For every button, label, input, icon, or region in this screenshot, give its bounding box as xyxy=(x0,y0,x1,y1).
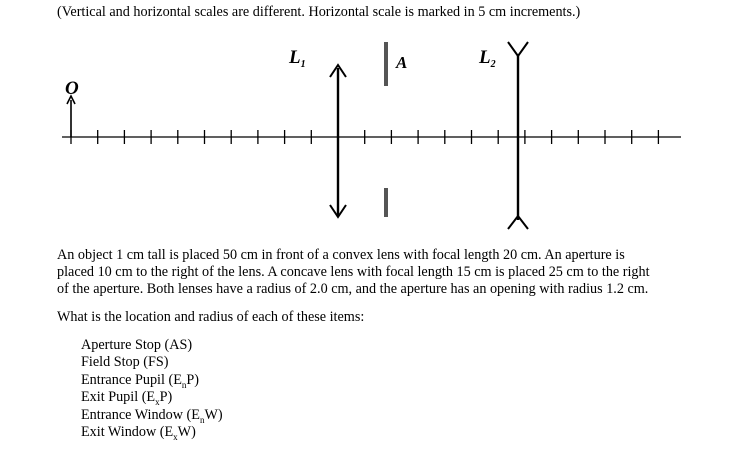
aperture-label: A xyxy=(396,53,408,72)
list-item-entrance-pupil: Entrance Pupil $(E_nP)$ xyxy=(81,372,199,390)
list-item-field-stop: Field Stop (FS) xyxy=(81,354,169,370)
list-item-exit-pupil: Exit Pupil $(E_xP)$ xyxy=(81,389,173,407)
aperture-top-blade xyxy=(384,42,388,86)
lens-l1-label: $L_1$ xyxy=(289,47,306,70)
list-item-exit-window: Exit Window $(E_xW)$ xyxy=(81,424,196,442)
list-item-aperture-stop: Aperture Stop (AS) xyxy=(81,337,193,353)
lens-l2-top-fork xyxy=(508,42,528,56)
list-item-entrance-window: Entrance Window $(E_nW)$ xyxy=(81,407,223,425)
lens-l2-label: $L_2$ xyxy=(479,47,496,70)
problem-line-3: of the aperture. Both lenses have a radius of 2.0 cm, and the aperture has an opening with radius 1.2 cm. xyxy=(57,281,649,297)
question-text: What is the location and radius of each of these items: xyxy=(57,309,365,325)
problem-line-1: An object 1 cm tall is placed 50 cm in front of a convex lens with focal length 20 cm. An aperture is xyxy=(57,247,625,263)
scale-note: (Vertical and horizontal scales are different. Horizontal scale is marked in 5 cm increments.) xyxy=(57,4,581,20)
optics-diagram xyxy=(0,30,743,235)
problem-line-2: placed 10 cm to the right of the lens. A concave lens with focal length 15 cm is placed 25 cm to the right xyxy=(57,264,650,280)
object-label: O xyxy=(65,78,79,99)
aperture-bottom-blade xyxy=(384,188,388,217)
